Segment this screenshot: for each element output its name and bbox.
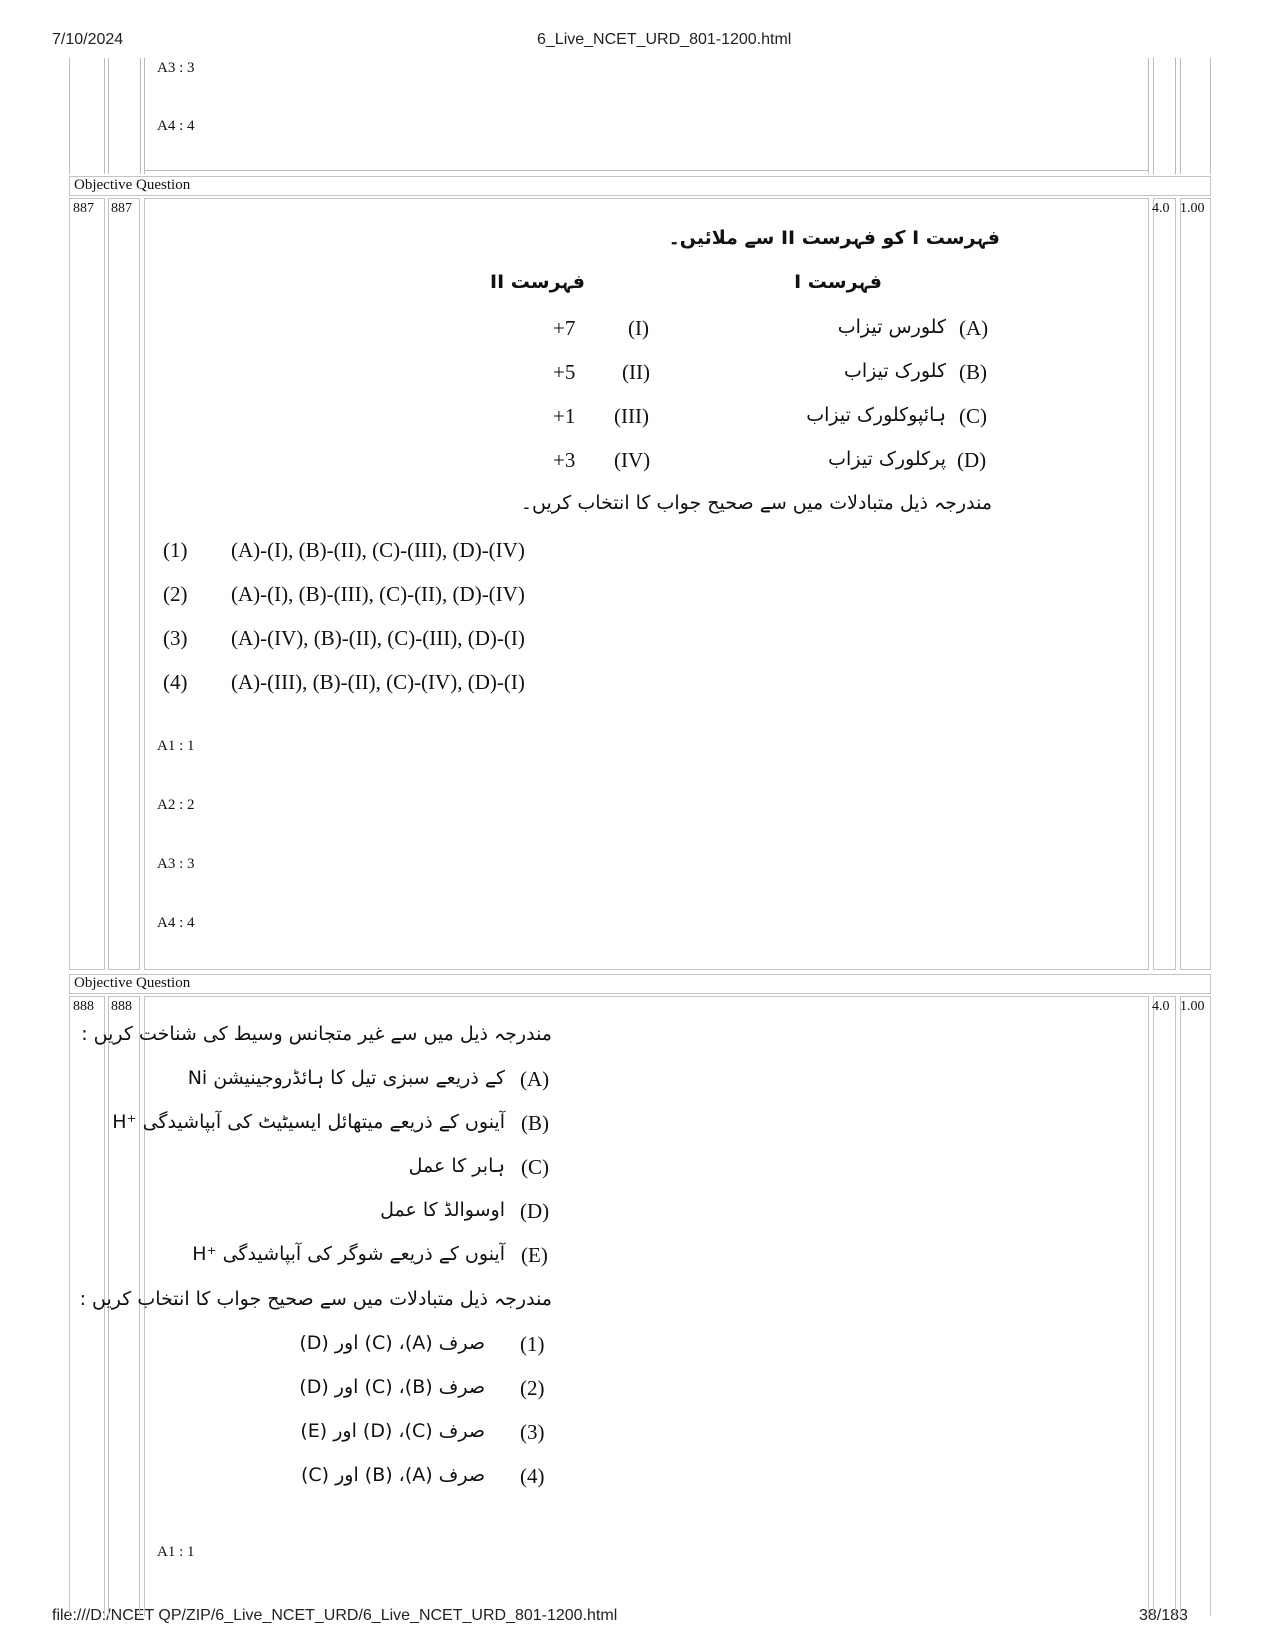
- marks-cell-887: [1153, 198, 1176, 970]
- list-2-label: (IV): [614, 448, 651, 472]
- list-1-item: کلورس تیزاب: [837, 316, 946, 338]
- list-1-label: (A): [959, 316, 989, 340]
- section-header-887: [69, 176, 1211, 196]
- list-1-item: ہائپوکلورک تیزاب: [806, 404, 946, 426]
- qnum-cell-b: [108, 198, 140, 970]
- answer-a3: A3 : 3: [157, 856, 195, 872]
- negative-marks-value: 1.00: [1180, 201, 1205, 216]
- answer-a4: A4 : 4: [157, 118, 195, 134]
- qnum-cell-a: [69, 198, 105, 970]
- statement-label: (A): [520, 1067, 550, 1091]
- question-instruction: مندرجہ ذیل میں سے غیر متجانس وسیط کی شناخت کریں :: [81, 1023, 552, 1045]
- negative-cell-887: [1180, 198, 1211, 970]
- option-text: صرف (B)، (C) اور (D): [299, 1376, 485, 1398]
- statement-text: اوسوالڈ کا عمل: [380, 1199, 505, 1221]
- option-number: (2): [520, 1376, 545, 1400]
- question-number: 887: [73, 201, 94, 216]
- negative-cell-888: [1180, 996, 1211, 1616]
- page-number: 38/183: [1139, 1607, 1188, 1624]
- negative-marks-value: 1.00: [1180, 999, 1205, 1014]
- option-text: (A)-(I), (B)-(III), (C)-(II), (D)-(IV): [231, 582, 525, 606]
- choose-prompt: مندرجہ ذیل متبادلات میں سے صحیح جواب کا انتخاب کریں۔: [520, 492, 992, 514]
- option-number: (1): [520, 1332, 545, 1356]
- answer-a1: A1 : 1: [157, 738, 195, 754]
- section-label-887: Objective Question: [74, 177, 191, 193]
- statement-text: ہابر کا عمل: [408, 1155, 505, 1177]
- list-1-item: پرکلورک تیزاب: [828, 448, 946, 470]
- marks-value: 4.0: [1152, 999, 1170, 1014]
- marks-cell-888: [1153, 996, 1176, 1616]
- section-label-888: Objective Question: [74, 975, 191, 991]
- answer-a2: A2 : 2: [157, 797, 195, 813]
- statement-text: H⁺ آینوں کے ذریعے میتھائل ایسیٹیٹ کی آبپاشیدگی: [112, 1111, 505, 1133]
- list-1-label: (D): [957, 448, 987, 472]
- section-header-888: [69, 974, 1211, 994]
- list-2-value: +5: [553, 360, 576, 384]
- question-id: 887: [111, 201, 132, 216]
- print-title: 6_Live_NCET_URD_801-1200.html: [537, 31, 792, 48]
- answer-a4: A4 : 4: [157, 915, 195, 931]
- answer-a1: A1 : 1: [157, 1544, 195, 1560]
- list-1-label: (B): [959, 360, 987, 384]
- statement-label: (C): [521, 1155, 549, 1179]
- question-number: 888: [73, 999, 94, 1014]
- option-number: (4): [163, 670, 188, 694]
- list-2-value: +7: [553, 316, 576, 340]
- list-1-item: کلورک تیزاب: [843, 360, 946, 382]
- option-text: (A)-(III), (B)-(II), (C)-(IV), (D)-(I): [231, 670, 525, 694]
- answer-a3: A3 : 3: [157, 60, 195, 76]
- question-id: 888: [111, 999, 132, 1014]
- statement-text: H⁺ آینوں کے ذریعے شوگر کی آبپاشیدگی: [192, 1243, 505, 1265]
- list-2-value: +1: [553, 404, 576, 428]
- file-path: file:///D:/NCET QP/ZIP/6_Live_NCET_URD/6_Live_NCET_URD_801-1200.html: [52, 1607, 618, 1624]
- question-instruction: فہرست I کو فہرست II سے ملائیں۔: [668, 227, 1000, 249]
- list-2-value: +3: [553, 448, 576, 472]
- option-text: صرف (A)، (B) اور (C): [300, 1464, 485, 1486]
- list-2-label: (III): [614, 404, 649, 428]
- list-2-label: (I): [628, 316, 649, 340]
- option-number: (2): [163, 582, 188, 606]
- statement-label: (E): [521, 1243, 548, 1267]
- option-number: (3): [520, 1420, 545, 1444]
- statement-text: Ni کے ذریعے سبزی تیل کا ہائڈروجینیشن: [187, 1067, 505, 1089]
- list-2-heading: فہرست II: [490, 271, 585, 293]
- statement-label: (B): [521, 1111, 549, 1135]
- choose-prompt: مندرجہ ذیل متبادلات میں سے صحیح جواب کا انتخاب کریں :: [79, 1288, 552, 1310]
- option-text: صرف (A)، (C) اور (D): [299, 1332, 485, 1354]
- option-text: صرف (C)، (D) اور (E): [300, 1420, 485, 1442]
- option-text: (A)-(I), (B)-(II), (C)-(III), (D)-(IV): [231, 538, 525, 562]
- option-number: (4): [520, 1464, 545, 1488]
- marks-value: 4.0: [1152, 201, 1170, 216]
- option-number: (1): [163, 538, 188, 562]
- option-number: (3): [163, 626, 188, 650]
- statement-label: (D): [520, 1199, 550, 1223]
- list-2-label: (II): [622, 360, 650, 384]
- list-1-heading: فہرست I: [794, 271, 882, 293]
- option-text: (A)-(IV), (B)-(II), (C)-(III), (D)-(I): [231, 626, 525, 650]
- print-date: 7/10/2024: [52, 31, 124, 48]
- list-1-label: (C): [959, 404, 987, 428]
